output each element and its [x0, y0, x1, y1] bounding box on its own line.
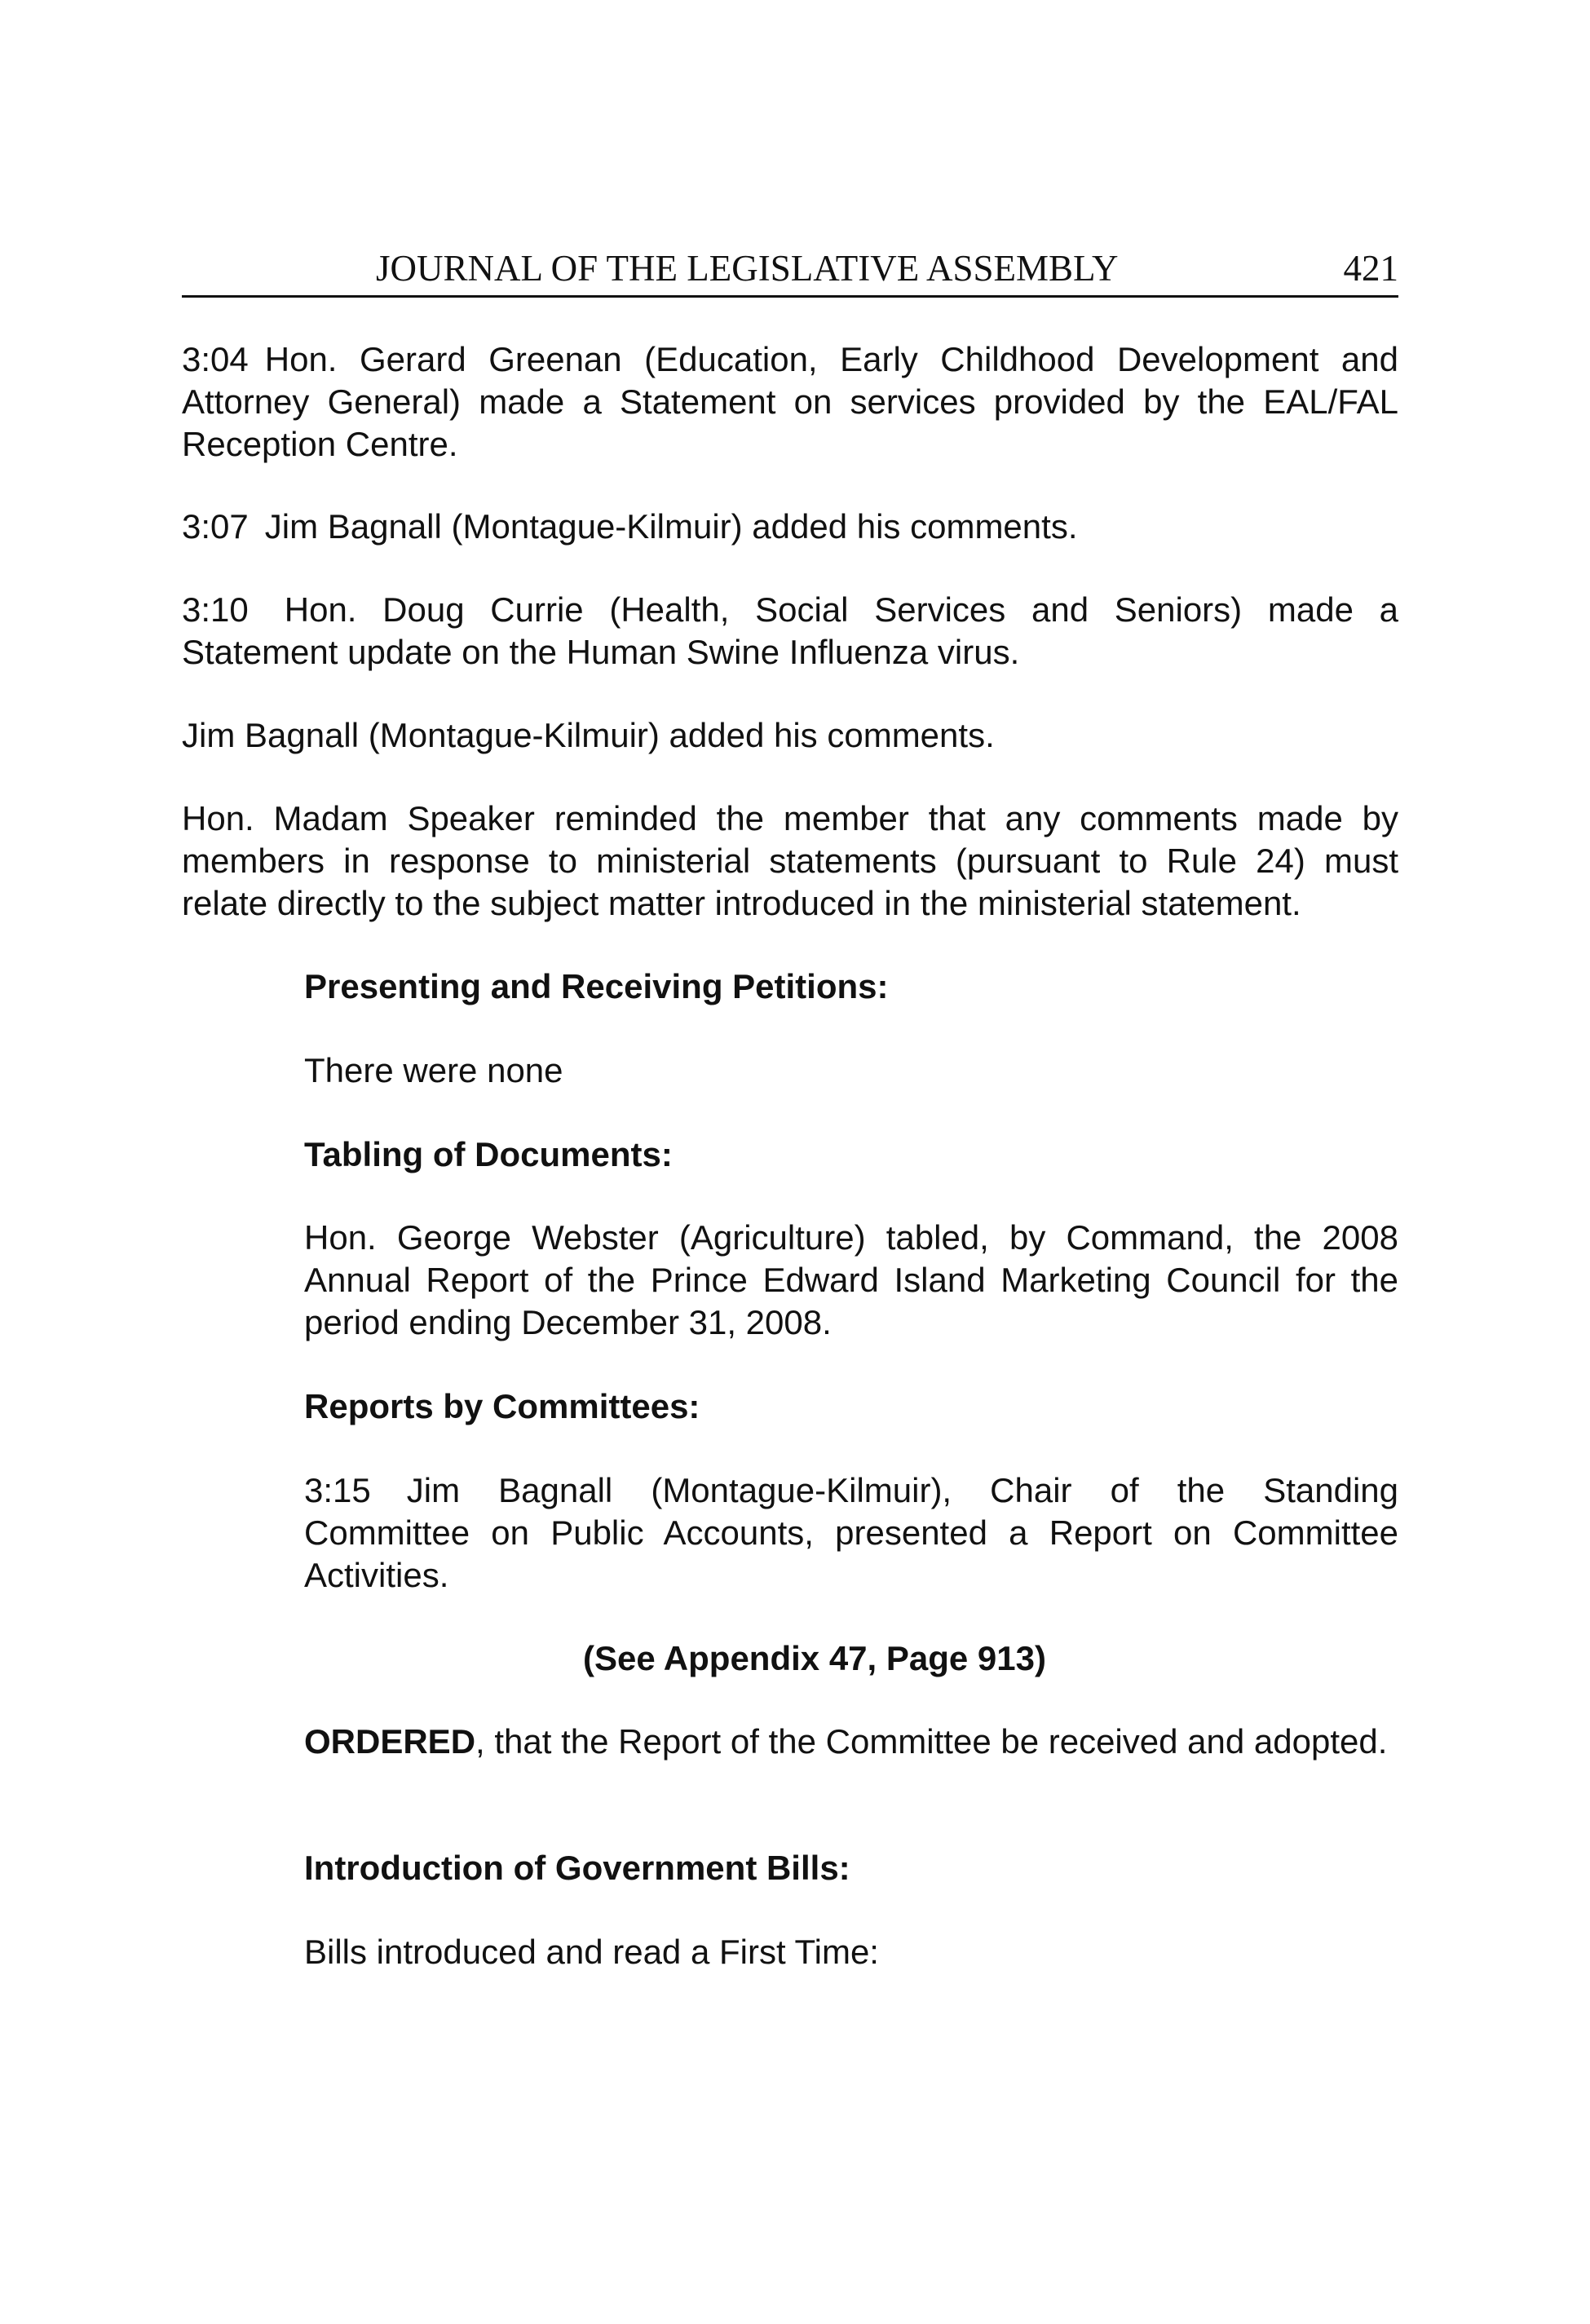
report-text: Jim Bagnall (Montague-Kilmuir), Chair of the Standing Committee on Public Accounts, presented a Report on Committee Activities. — [304, 1471, 1398, 1594]
comment-time: 3:07 — [182, 507, 249, 546]
comment-bagnall-1 — [182, 506, 1398, 548]
appendix-reference: (See Appendix 47, Page 913) — [582, 1639, 1046, 1677]
government-bills-heading: Introduction of Government Bills: — [304, 1849, 850, 1887]
speaker-reminder: Hon. Madam Speaker reminded the member that any comments made by members in response to ministerial statements (pursuant to Rule 24) must relate directly to the subject matter introduced in the ministerial statement. — [182, 799, 1398, 922]
ordered-paragraph — [304, 1721, 1398, 1763]
statement-currie — [182, 589, 1398, 674]
committees-heading: Reports by Committees: — [304, 1387, 700, 1425]
journal-title: JOURNAL OF THE LEGISLATIVE ASSEMBLY — [376, 248, 1119, 289]
statement-text: Hon. Doug Currie (Health, Social Services and Seniors) made a Statement update on the Human Swine Influenza virus. — [182, 590, 1398, 671]
comment-text: Jim Bagnall (Montague-Kilmuir) added his comments. — [264, 507, 1078, 546]
report-time: 3:15 — [304, 1471, 371, 1509]
government-bills-text: Bills introduced and read a First Time: — [304, 1933, 879, 1971]
committee-report — [304, 1469, 1398, 1597]
page-number: 421 — [1343, 248, 1398, 289]
tabling-heading: Tabling of Documents: — [304, 1135, 673, 1173]
page-header — [182, 241, 1398, 298]
petitions-heading: Presenting and Receiving Petitions: — [304, 967, 889, 1005]
statement-time: 3:10 — [182, 590, 249, 629]
statement-greenan — [182, 338, 1398, 466]
ordered-label: ORDERED — [304, 1722, 476, 1761]
comment-bagnall-2: Jim Bagnall (Montague-Kilmuir) added his comments. — [182, 716, 995, 754]
statement-time: 3:04 — [182, 340, 249, 378]
tabling-text: Hon. George Webster (Agriculture) tabled, by Command, the 2008 Annual Report of the Prince Edward Island Marketing Council for the period ending December 31, 2008. — [304, 1218, 1398, 1341]
petitions-text: There were none — [304, 1051, 563, 1089]
ordered-text: , that the Report of the Committee be received and adopted. — [475, 1722, 1388, 1761]
statement-text: Hon. Gerard Greenan (Education, Early Childhood Development and Attorney General) made a Statement on services provided by the EAL/FAL Reception Centre. — [182, 340, 1398, 463]
